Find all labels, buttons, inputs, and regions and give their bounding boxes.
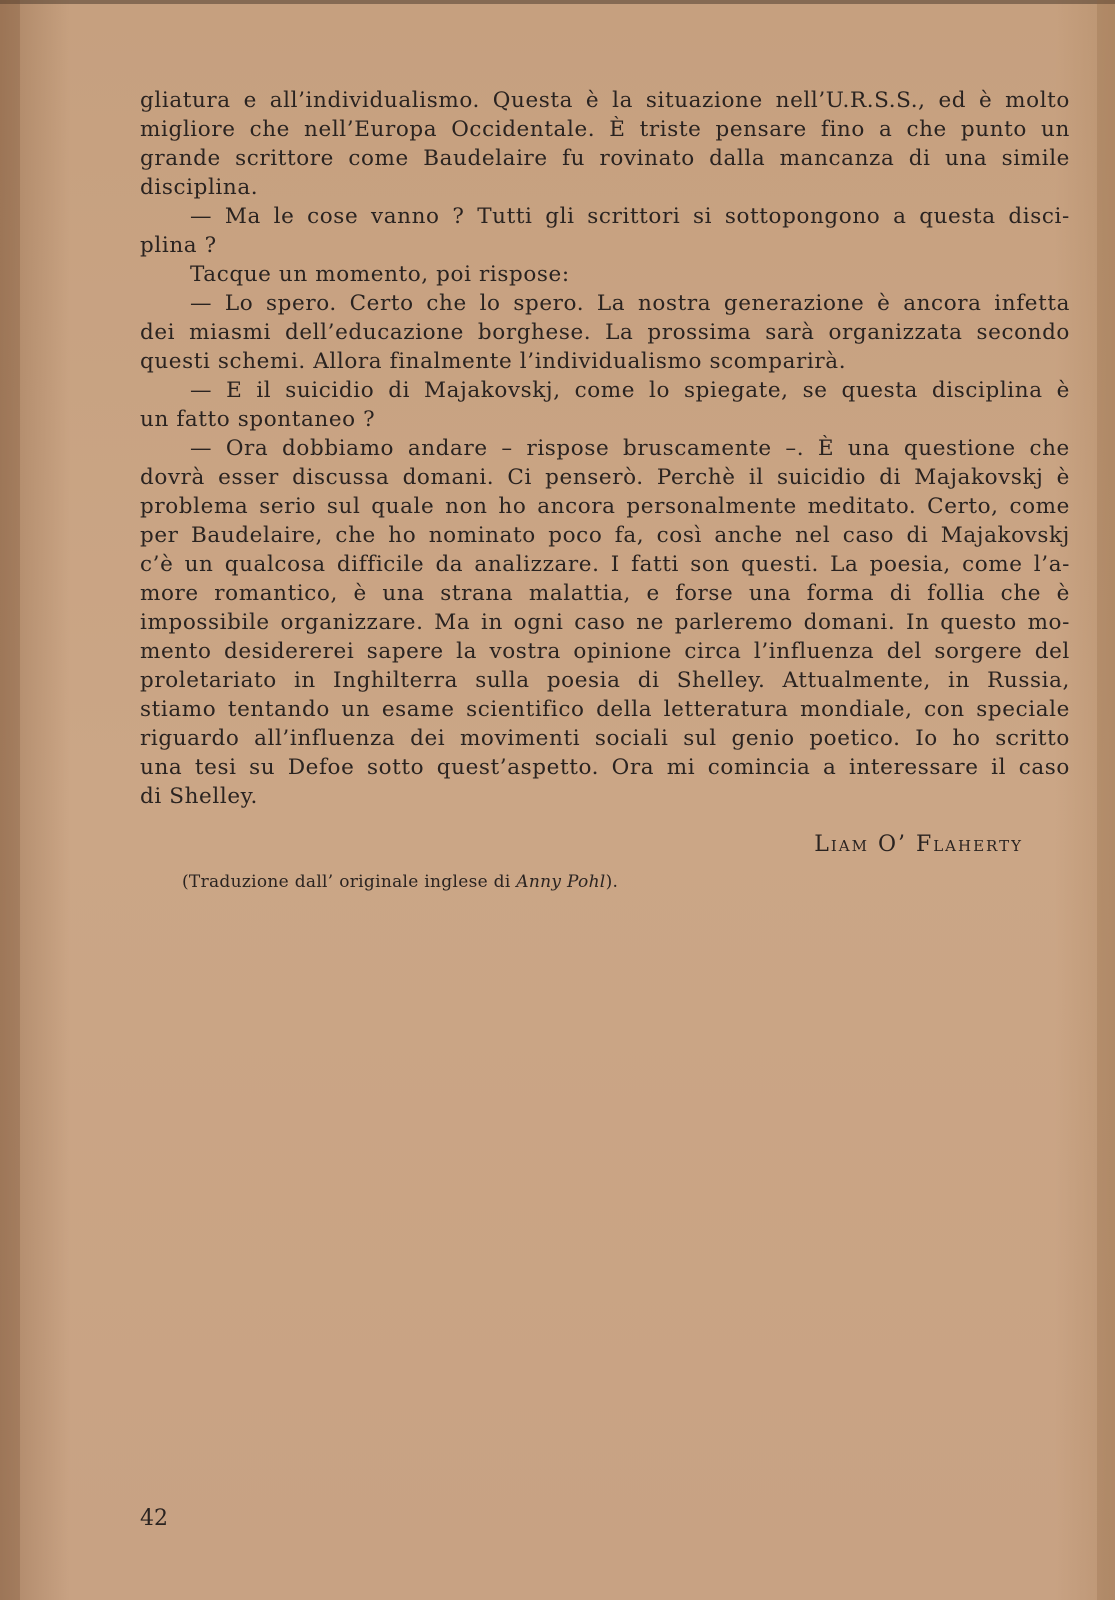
text-line: una tesi su Defoe sotto quest’aspetto. Ora mi comincia a interessare il caso [140,755,1070,780]
text-line: — E il suicidio di Majakovskj, come lo spiegate, se questa disciplina è [190,378,1070,403]
author-signature: Liam O’ Flaherty [814,832,1023,857]
page-number: 42 [140,1506,168,1531]
text-line: Tacque un momento, poi rispose: [190,262,570,287]
text-line: proletariato in Inghilterra sulla poesia di Shelley. Attualmente, in Russia, [140,668,1070,693]
translation-prefix: (Traduzione dall’ originale inglese di [182,872,517,892]
text-line: dovrà esser discussa domani. Ci penserò. Perchè il suicidio di Majakovskj è [140,465,1070,490]
text-line: problema serio sul quale non ho ancora personalmente meditato. Certo, come [140,494,1070,519]
page-top-edge [0,0,1115,4]
page-left-shadow [0,0,20,1600]
translation-note [182,872,618,892]
text-line: grande scrittore come Baudelaire fu rovinato dalla mancanza di una simile [140,146,1070,171]
text-line: — Lo spero. Certo che lo spero. La nostra generazione è ancora infetta [190,291,1070,316]
translation-suffix: ). [605,872,619,892]
text-line: impossibile organizzare. Ma in ogni caso ne parleremo domani. In questo mo- [140,610,1070,635]
text-line: gliatura e all’individualismo. Questa è la situazione nell’U.R.S.S., ed è molto [140,88,1070,113]
text-line: dei miasmi dell’educazione borghese. La prossima sarà organizzata secondo [140,320,1070,345]
text-line: plina ? [140,233,217,258]
text-line: migliore che nell’Europa Occidentale. È triste pensare fino a che punto un [140,117,1070,142]
translator-name: Anny Pohl [516,872,606,892]
text-line: more romantico, è una strana malattia, e forse una forma di follia che è [140,581,1070,606]
text-line: — Ora dobbiamo andare – rispose bruscamente –. È una questione che [190,436,1070,461]
text-line: disciplina. [140,175,259,200]
text-line: c’è un qualcosa difficile da analizzare. I fatti son questi. La poesia, come l’a- [140,552,1070,577]
text-line: riguardo all’influenza dei movimenti sociali sul genio poetico. Io ho scritto [140,726,1070,751]
text-line: mento desidererei sapere la vostra opinione circa l’influenza del sorgere del [140,639,1070,664]
text-line: di Shelley. [140,784,258,809]
text-line: stiamo tentando un esame scientifico della letteratura mondiale, con speciale [140,697,1070,722]
text-line: — Ma le cose vanno ? Tutti gli scrittori si sottopongono a questa disci- [190,204,1070,229]
text-line: questi schemi. Allora finalmente l’individualismo scomparirà. [140,349,847,374]
body-text [140,86,1070,811]
text-line: un fatto spontaneo ? [140,407,376,432]
page-right-edge [1097,0,1115,1600]
text-line: per Baudelaire, che ho nominato poco fa, così anche nel caso di Majakovskj [140,523,1070,548]
